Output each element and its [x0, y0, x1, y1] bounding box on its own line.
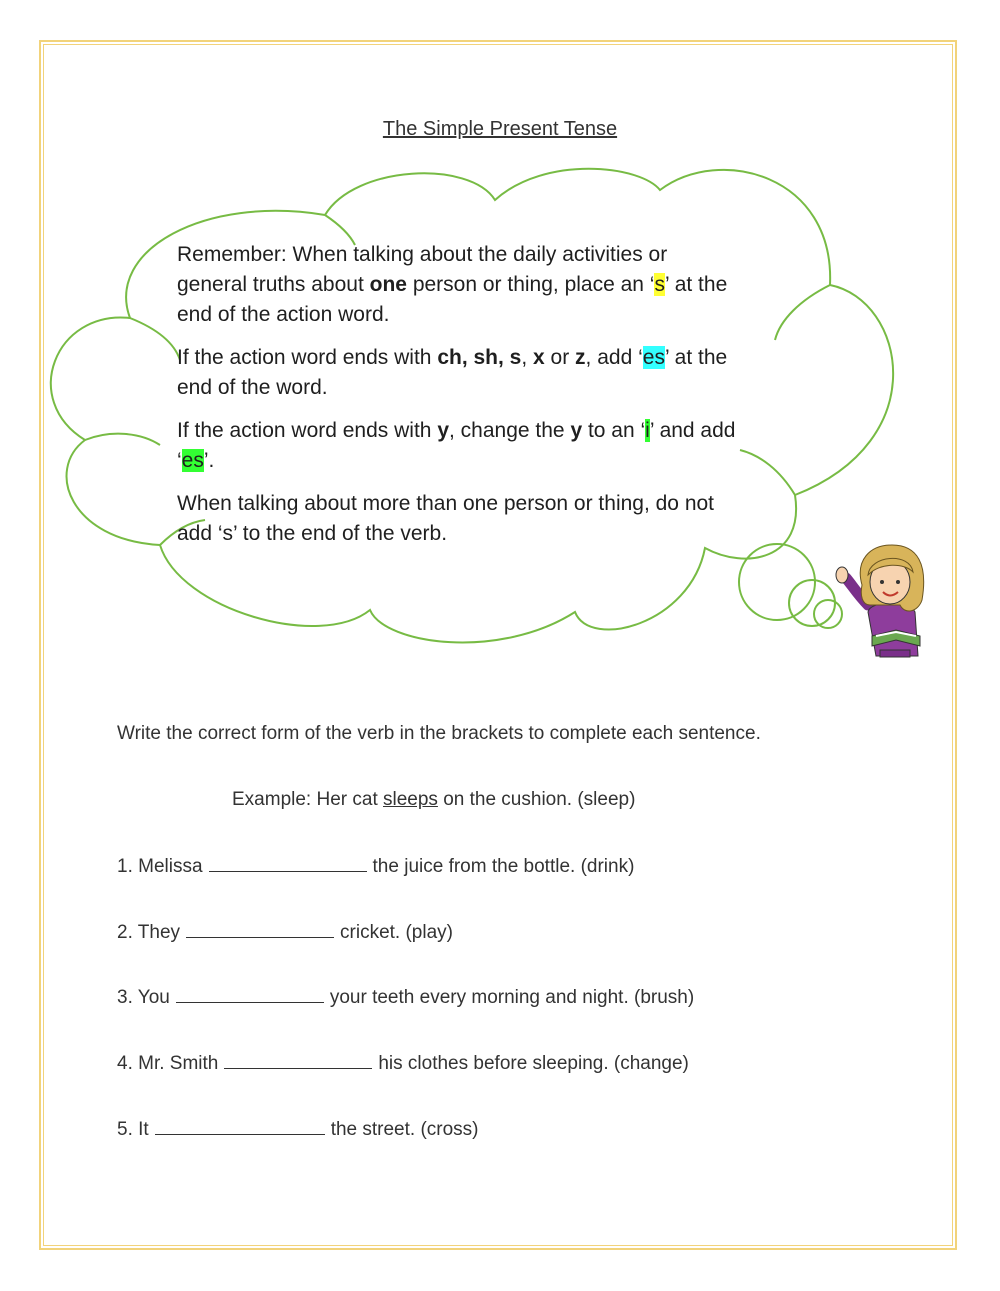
- highlight-es: es: [642, 346, 665, 369]
- rule-paragraph-3: If the action word ends with y, change the y to an ‘i’ and add ‘es’.: [177, 419, 736, 472]
- question-3: 3. You your teeth every morning and night. (brush): [117, 987, 695, 1008]
- rule-paragraph-1: Remember: When talking about the daily activities or general truths about one person or thing, place an ‘s’ at the end of the action word.: [177, 243, 728, 326]
- teacher-illustration: [836, 545, 924, 657]
- example-answer: sleeps: [383, 789, 438, 810]
- question-5: 5. It the street. (cross): [117, 1119, 479, 1140]
- answer-blank-5[interactable]: [155, 1118, 325, 1135]
- answer-blank-2[interactable]: [186, 921, 334, 938]
- highlight-i: i: [645, 419, 650, 442]
- example-sentence: Example: Her cat sleeps on the cushion. (sleep): [232, 789, 636, 810]
- instructions-text: Write the correct form of the verb in the brackets to complete each sentence.: [117, 723, 761, 744]
- answer-blank-1[interactable]: [209, 855, 367, 872]
- bold-one: one: [369, 273, 407, 296]
- rule-paragraph-2: If the action word ends with ch, sh, s, x or z, add ‘es’ at the end of the word.: [177, 346, 728, 399]
- question-1: 1. Melissa the juice from the bottle. (drink): [117, 856, 635, 877]
- highlight-es-2: es: [181, 449, 204, 472]
- question-4: 4. Mr. Smith his clothes before sleeping. (change): [117, 1053, 689, 1074]
- question-2: 2. They cricket. (play): [117, 922, 453, 943]
- thought-bubbles: [739, 544, 842, 628]
- rule-paragraph-4: When talking about more than one person or thing, do not add ‘s’ to the end of the verb.: [177, 492, 715, 545]
- answer-blank-4[interactable]: [224, 1052, 372, 1069]
- rules-text-block: [177, 240, 737, 562]
- answer-blank-3[interactable]: [176, 986, 324, 1003]
- highlight-s: s: [654, 273, 665, 296]
- worksheet-title: The Simple Present Tense: [382, 118, 618, 140]
